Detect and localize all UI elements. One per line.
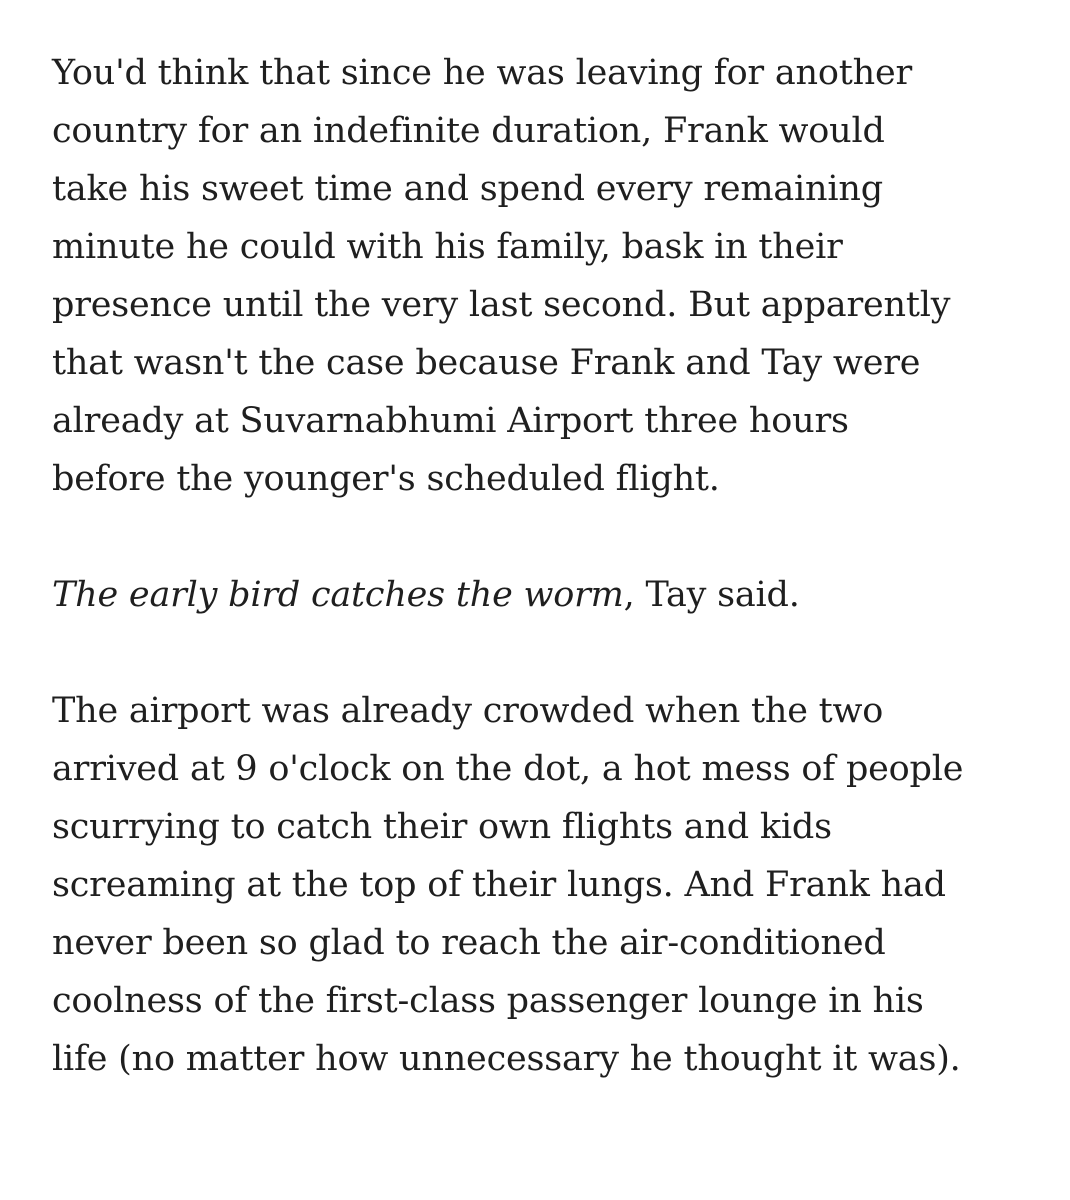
paragraph-1-line: presence until the very last second. But apparently [52,285,951,325]
paragraph-spacer [52,624,1052,682]
paragraph-1-line: that wasn't the case because Frank and Tay were [52,343,921,383]
paragraph-1 [52,44,1052,508]
paragraph-3-line: The airport was already crowded when the two [52,691,884,731]
paragraph-1-line: minute he could with his family, bask in their [52,227,843,267]
paragraph-1-line: before the younger's scheduled flight. [52,459,720,499]
paragraph-3-line: never been so glad to reach the air-conditioned [52,923,886,963]
paragraph-2-line [52,566,1052,624]
paragraph-1-line: take his sweet time and spend every remaining [52,169,883,209]
paragraph-3-line: screaming at the top of their lungs. And Frank had [52,865,946,905]
paragraph-3-line: coolness of the first-class passenger lounge in his [52,981,924,1021]
paragraph-spacer [52,508,1052,566]
paragraph-3-line: scurrying to catch their own flights and kids [52,807,832,847]
paragraph-3-line: arrived at 9 o'clock on the dot, a hot mess of people [52,749,964,789]
italic-quote: The early bird catches the worm [52,575,624,615]
story-text [52,44,1052,1088]
paragraph-2 [52,566,1052,624]
paragraph-1-line: already at Suvarnabhumi Airport three hours [52,401,849,441]
paragraph-1-line: country for an indefinite duration, Frank would [52,111,885,151]
paragraph-3-line: life (no matter how unnecessary he thought it was). [52,1039,961,1079]
paragraph-3 [52,682,1052,1088]
quote-attribution: , Tay said. [623,575,800,615]
paragraph-1-line: You'd think that since he was leaving for another [52,53,913,93]
